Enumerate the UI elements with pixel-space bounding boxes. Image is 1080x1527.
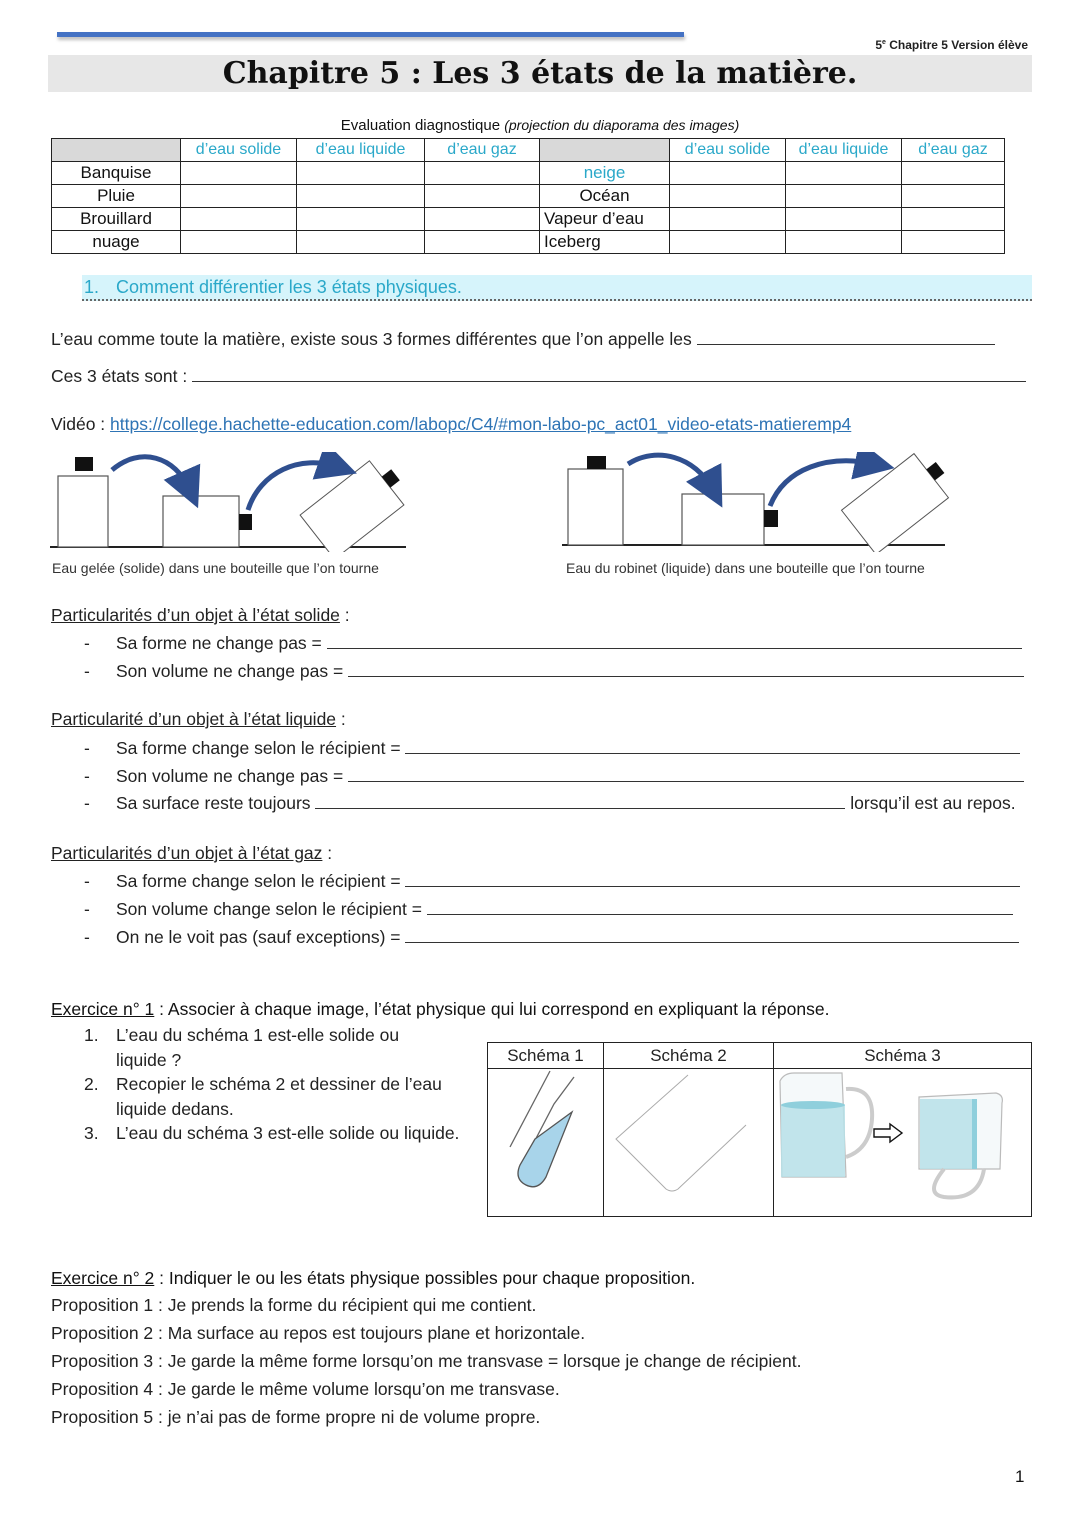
diagram-caption-liquid: Eau du robinet (liquide) dans une bouteille que l’on tourne xyxy=(566,560,925,576)
answer-blank[interactable] xyxy=(405,740,1020,754)
evaluation-caption: Evaluation diagnostique (projection du diaporama des images) xyxy=(340,117,740,134)
video-link[interactable]: https://college.hachette-education.com/labopc/C4/#mon-labo-pc_act01_video-etats-matieremp4 xyxy=(110,414,852,434)
col-header-gaz: d’eau gaz xyxy=(425,139,540,162)
answer-cell[interactable] xyxy=(786,208,902,231)
question-item: 3. L’eau du schéma 3 est-elle solide ou liquide. xyxy=(84,1123,460,1143)
answer-cell[interactable] xyxy=(425,231,540,254)
row-label: Iceberg xyxy=(540,231,670,254)
table-header-row xyxy=(52,139,1005,162)
question-item: 1. L’eau du schéma 1 est-elle solide ou xyxy=(84,1025,400,1045)
col-header-liquide: d’eau liquide xyxy=(297,139,425,162)
frozen-water-bottle-diagram xyxy=(50,452,410,552)
schema1-image xyxy=(488,1069,604,1217)
answer-cell[interactable] xyxy=(786,162,902,185)
proposition: Proposition 2 : Ma surface au repos est toujours plane et horizontale. xyxy=(51,1323,586,1343)
row-label: Banquise xyxy=(52,162,181,185)
exercise1-questions xyxy=(84,1023,459,1146)
answer-cell[interactable] xyxy=(425,185,540,208)
question-item-cont: liquide dedans. xyxy=(116,1098,234,1119)
table-row xyxy=(52,208,1005,231)
answer-blank[interactable] xyxy=(348,768,1024,782)
header-blank-cell xyxy=(52,139,181,162)
answer-cell[interactable] xyxy=(181,162,297,185)
exercise1-title: Exercice n° 1 : Associer à chaque image, l’état physique qui lui correspond en expliquant la réponse. xyxy=(51,999,830,1019)
diagnostic-table xyxy=(51,138,1005,254)
row-label: Vapeur d’eau xyxy=(540,208,670,231)
answer-cell[interactable] xyxy=(902,231,1005,254)
schema3-header: Schéma 3 xyxy=(774,1043,1032,1069)
liquid-item: - Son volume ne change pas = xyxy=(84,766,1024,787)
answer-cell[interactable] xyxy=(297,231,425,254)
answer-cell[interactable] xyxy=(425,162,540,185)
tap-water-bottle-diagram xyxy=(560,452,950,552)
answer-cell[interactable] xyxy=(670,231,786,254)
answer-blank[interactable] xyxy=(427,901,1013,915)
liquid-heading: Particularité d’un objet à l’état liquide : xyxy=(51,709,346,729)
liquid-item: - Sa surface reste toujours lorsqu’il est au repos. xyxy=(84,793,1016,813)
table-row xyxy=(52,162,1005,185)
intro-line: L’eau comme toute la matière, existe sous 3 formes différentes que l’on appelle les xyxy=(51,329,995,350)
question-item-cont: liquide ? xyxy=(116,1049,182,1070)
answer-cell[interactable] xyxy=(297,162,425,185)
proposition: Proposition 4 : Je garde le même volume lorsqu’on me transvase. xyxy=(51,1379,560,1399)
answer-cell[interactable] xyxy=(902,162,1005,185)
row-label: Pluie xyxy=(52,185,181,208)
video-line: Vidéo : https://college.hachette-education.com/labopc/C4/#mon-labo-pc_act01_video-etats-matieremp4 xyxy=(51,414,852,434)
answer-blank[interactable] xyxy=(697,331,995,345)
schema3-image xyxy=(774,1069,1032,1217)
row-label: nuage xyxy=(52,231,181,254)
schema2-header: Schéma 2 xyxy=(604,1043,774,1069)
section-heading: 1. Comment différentier les 3 états physiques. xyxy=(84,277,462,297)
gas-item: - On ne le voit pas (sauf exceptions) = xyxy=(84,927,1019,948)
answer-blank[interactable] xyxy=(315,795,845,809)
gas-heading: Particularités d’un objet à l’état gaz : xyxy=(51,843,333,863)
answer-cell[interactable] xyxy=(297,208,425,231)
pitcher-pouring-icon xyxy=(774,1069,1031,1211)
col-header-gaz: d’eau gaz xyxy=(902,139,1005,162)
answer-cell[interactable] xyxy=(786,231,902,254)
row-label: Brouillard xyxy=(52,208,181,231)
states-line: Ces 3 états sont : xyxy=(51,366,1026,387)
solid-item: - Sa forme ne change pas = xyxy=(84,633,1022,654)
proposition: Proposition 1 : Je prends la forme du récipient qui me contient. xyxy=(51,1295,537,1315)
table-row xyxy=(52,185,1005,208)
table-row xyxy=(52,231,1005,254)
answer-cell[interactable] xyxy=(786,185,902,208)
test-tube-icon xyxy=(488,1069,603,1211)
liquid-item: - Sa forme change selon le récipient = xyxy=(84,738,1020,759)
version-tag: 5e Chapitre 5 Version élève xyxy=(875,38,1028,52)
question-item: 2. Recopier le schéma 2 et dessiner de l’eau xyxy=(84,1074,442,1094)
answer-cell[interactable] xyxy=(181,185,297,208)
answer-blank[interactable] xyxy=(405,929,1019,943)
answer-blank[interactable] xyxy=(327,635,1022,649)
page-title: Chapitre 5 : Les 3 états de la matière. xyxy=(222,56,858,91)
diagram-caption-solid: Eau gelée (solide) dans une bouteille que l’on tourne xyxy=(52,560,379,576)
page-number: 1 xyxy=(1015,1467,1025,1486)
header-blank-cell xyxy=(540,139,670,162)
schema1-header: Schéma 1 xyxy=(488,1043,604,1069)
col-header-liquide: d’eau liquide xyxy=(786,139,902,162)
answer-cell[interactable] xyxy=(902,208,1005,231)
exercise2-title: Exercice n° 2 : Indiquer le ou les états physique possibles pour chaque proposition. xyxy=(51,1268,696,1288)
answer-cell[interactable] xyxy=(670,208,786,231)
answer-blank[interactable] xyxy=(405,873,1020,887)
answer-cell[interactable] xyxy=(181,231,297,254)
solid-heading: Particularités d’un objet à l’état solide : xyxy=(51,605,350,625)
solid-item: - Son volume ne change pas = xyxy=(84,661,1024,682)
gas-item: - Sa forme change selon le récipient = xyxy=(84,871,1020,892)
gas-item: - Son volume change selon le récipient = xyxy=(84,899,1013,920)
answer-cell[interactable] xyxy=(902,185,1005,208)
answer-blank[interactable] xyxy=(192,368,1026,382)
answer-cell[interactable] xyxy=(425,208,540,231)
empty-tilted-tube-icon xyxy=(604,1069,773,1211)
answer-cell[interactable] xyxy=(181,208,297,231)
col-header-solide: d’eau solide xyxy=(670,139,786,162)
answer-cell[interactable] xyxy=(297,185,425,208)
answer-cell[interactable] xyxy=(670,185,786,208)
row-label: Océan xyxy=(540,185,670,208)
proposition: Proposition 3 : Je garde la même forme lorsqu’on me transvase = lorsque je change de récipient. xyxy=(51,1351,802,1371)
answer-cell[interactable] xyxy=(670,162,786,185)
row-label: neige xyxy=(540,162,670,185)
col-header-solide: d’eau solide xyxy=(181,139,297,162)
proposition: Proposition 5 : je n’ai pas de forme propre ni de volume propre. xyxy=(51,1407,541,1427)
header-rule xyxy=(57,32,684,37)
schemas-table xyxy=(487,1042,1032,1217)
answer-blank[interactable] xyxy=(348,663,1024,677)
schema2-image xyxy=(604,1069,774,1217)
